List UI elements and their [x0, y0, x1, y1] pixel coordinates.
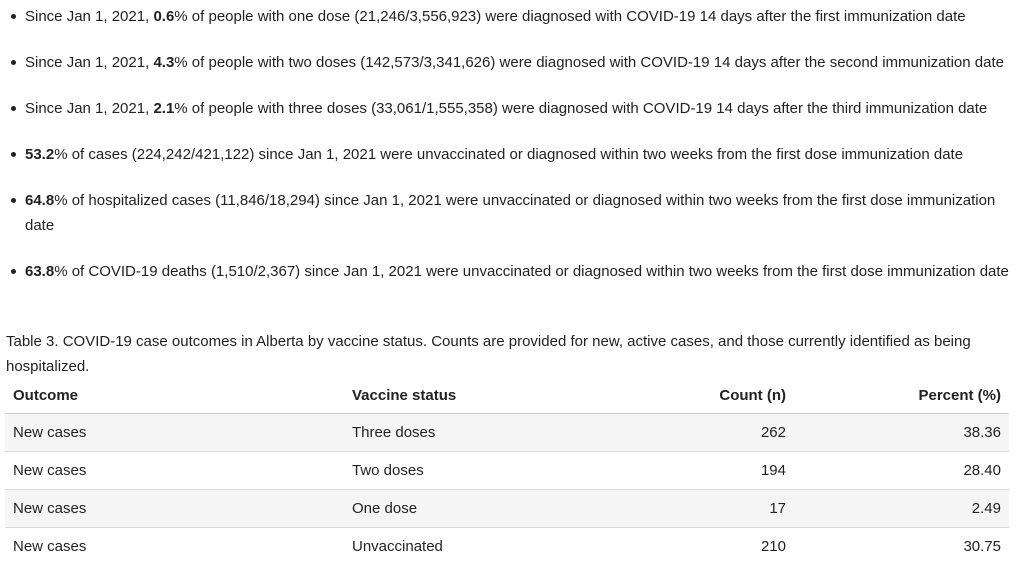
stat-bullet-hospitalized	[0, 188, 1010, 238]
bullet-text: Since Jan 1, 2021,	[25, 8, 154, 25]
table-row	[5, 527, 1009, 565]
stat-bullet-two-doses	[0, 50, 1010, 75]
header-outcome[interactable]: Outcome	[5, 378, 344, 413]
bullet-text: % of people with three doses (33,061/1,555,358) were diagnosed with COVID-19 14 days after the third immunization date	[174, 100, 988, 117]
bullet-text: Since Jan 1, 2021,	[25, 54, 154, 71]
bullet-text: % of COVID-19 deaths (1,510/2,367) since Jan 1, 2021 were unvaccinated or diagnosed within two weeks from the first dose immunization date	[54, 263, 1009, 280]
table-row	[5, 413, 1009, 451]
bullet-percent: 64.8	[25, 192, 55, 209]
bullet-percent: 0.6	[153, 8, 175, 25]
table-header-row	[5, 378, 1009, 413]
cell-count: 210	[689, 527, 794, 565]
table-caption: Table 3. COVID-19 case outcomes in Alberta by vaccine status. Counts are provided for new, active cases, and those currently identified as being hospitalized.	[6, 333, 971, 375]
stat-bullet-three-doses	[0, 96, 1010, 121]
bullet-text: % of hospitalized cases (11,846/18,294) since Jan 1, 2021 were unvaccinated or diagnosed within two weeks from the first dose immunization date	[25, 192, 996, 234]
vaccine-stats-list	[0, 4, 1010, 305]
cell-vaccine-status: One dose	[344, 489, 689, 527]
bullet-text: Since Jan 1, 2021,	[25, 100, 154, 117]
table-row	[5, 489, 1009, 527]
cell-count: 194	[689, 451, 794, 489]
cell-percent: 38.36	[794, 413, 1009, 451]
header-vaccine-status[interactable]: Vaccine status	[344, 378, 689, 413]
cell-count: 17	[689, 489, 794, 527]
stat-bullet-deaths	[0, 259, 1010, 284]
bullet-percent: 63.8	[25, 263, 55, 280]
header-percent[interactable]: Percent (%)	[794, 378, 1009, 413]
header-count[interactable]: Count (n)	[689, 378, 794, 413]
case-outcomes-table	[5, 378, 1009, 565]
cell-percent: 28.40	[794, 451, 1009, 489]
cell-count: 262	[689, 413, 794, 451]
bullet-percent: 53.2	[25, 146, 55, 163]
table-row	[5, 451, 1009, 489]
bullet-text: % of people with two doses (142,573/3,341,626) were diagnosed with COVID-19 14 days after the second immunization date	[174, 54, 1004, 71]
cell-vaccine-status: Unvaccinated	[344, 527, 689, 565]
cell-outcome: New cases	[5, 489, 344, 527]
bullet-percent: 4.3	[153, 54, 175, 71]
cell-outcome: New cases	[5, 527, 344, 565]
cell-percent: 30.75	[794, 527, 1009, 565]
bullet-text: % of people with one dose (21,246/3,556,923) were diagnosed with COVID-19 14 days after the first immunization date	[174, 8, 966, 25]
stat-bullet-cases	[0, 142, 1010, 167]
cell-outcome: New cases	[5, 451, 344, 489]
cell-vaccine-status: Two doses	[344, 451, 689, 489]
stat-bullet-one-dose	[0, 4, 1010, 29]
bullet-percent: 2.1	[153, 100, 175, 117]
cell-percent: 2.49	[794, 489, 1009, 527]
cell-vaccine-status: Three doses	[344, 413, 689, 451]
cell-outcome: New cases	[5, 413, 344, 451]
bullet-text: % of cases (224,242/421,122) since Jan 1, 2021 were unvaccinated or diagnosed within two weeks from the first dose immunization date	[54, 146, 964, 163]
